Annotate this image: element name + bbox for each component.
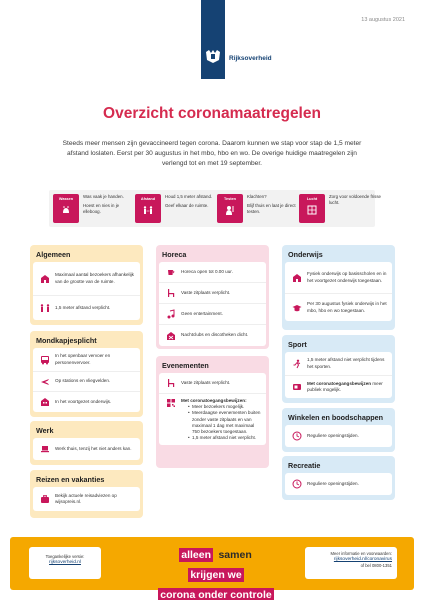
rule-label: Testen <box>224 197 236 201</box>
rule-badge <box>217 194 243 223</box>
item-text: Maximaal aantal bezoekers afhankelijk van de grootte van de ruimte. <box>55 272 134 284</box>
list-item <box>285 425 392 447</box>
nightclub-icon <box>166 331 176 341</box>
rule-line1: Zorg voor voldoende frisse lucht. <box>329 194 381 205</box>
rule-line2: Geef elkaar de ruimte. <box>165 203 209 208</box>
music-icon <box>166 309 176 319</box>
list-item <box>159 304 266 325</box>
rule-afstand <box>135 194 217 223</box>
item-text: Fysiek onderwijs op basisscholen en in het voortgezet onderwijs toegestaan. <box>307 271 387 283</box>
accessible-version-label: Toegankelijke versie: <box>45 554 85 559</box>
rule-badge <box>135 194 161 223</box>
building-icon <box>40 274 50 284</box>
card-reizen <box>30 470 143 518</box>
distance-icon <box>40 303 50 313</box>
card-recreatie <box>282 456 395 500</box>
rule-testen <box>217 194 299 223</box>
laptop-icon <box>40 444 50 454</box>
card-title: Algemeen <box>36 250 71 259</box>
item-text: Op stations en vliegvelden. <box>55 378 111 384</box>
card-horeca <box>156 245 269 349</box>
list-item <box>159 394 266 445</box>
slogan-word: samen <box>218 549 252 561</box>
item-text: 1,5 meter afstand verplicht. <box>55 304 111 310</box>
ctb-list <box>181 404 262 441</box>
slogan-word: alleen <box>181 549 212 561</box>
item-text: Vaste zitplaats verplicht. <box>181 289 231 295</box>
slogan-word: krijgen we <box>190 569 242 581</box>
chair-icon <box>166 378 176 388</box>
card-body <box>33 348 140 412</box>
card-title: Winkelen en boodschappen <box>288 413 383 422</box>
card-winkelen <box>282 408 395 452</box>
rule-line2: Blijf thuis en laat je direct testen. <box>247 203 296 214</box>
list-item <box>285 352 392 376</box>
clock-icon <box>292 479 302 489</box>
distance-icon <box>143 205 153 215</box>
item-text: Werk thuis, tenzij het niet anders kan. <box>55 445 132 451</box>
card-body <box>33 487 140 511</box>
graduation-icon <box>292 303 302 313</box>
card-algemeen <box>30 245 143 325</box>
list-item <box>159 262 266 283</box>
card-title: Reizen en vakanties <box>36 475 105 484</box>
item-text: Nachtclubs en discotheken dicht. <box>181 332 249 338</box>
list-item <box>285 262 392 294</box>
rule-badge <box>299 194 325 223</box>
item-text: Per 30 augustus fysiek onderwijs in het mbo, hbo en wo toegestaan. <box>307 301 387 313</box>
card-body <box>33 262 140 320</box>
item-text: Bekijk actuele reisadviezen op wijsopreis.nl. <box>55 492 117 504</box>
item-text: 1,5 meter afstand niet verplicht tijdens het sporten. <box>307 357 385 369</box>
card-title: Werk <box>36 426 54 435</box>
ctb-bold: Met coronatoegangsbewijzen <box>307 380 372 386</box>
list-item <box>159 283 266 304</box>
document-date: 13 augustus 2021 <box>361 17 405 23</box>
suitcase-icon <box>40 494 50 504</box>
item-text: Reguliere openingstijden. <box>307 480 359 486</box>
rule-wassen <box>53 194 135 223</box>
card-title: Recreatie <box>288 461 321 470</box>
more-info-label: Meer informatie en voorwaarden: <box>330 551 392 556</box>
rule-line1: Was vaak je handen. <box>83 194 124 199</box>
card-evenementen <box>156 356 269 468</box>
rule-label: Wassen <box>58 197 74 201</box>
slogan <box>150 545 282 600</box>
list-item <box>159 325 266 346</box>
accessible-version-link[interactable]: rijksoverheid.nl <box>49 560 81 565</box>
qr-code-icon <box>166 398 176 408</box>
more-info-phone: of bel 0800-1351 <box>360 563 392 568</box>
rijksoverheid-logo <box>201 0 225 79</box>
rule-lucht <box>299 194 381 223</box>
bus-icon <box>40 355 50 365</box>
list-item <box>33 296 140 320</box>
card-body <box>285 262 392 321</box>
clock-icon <box>292 431 302 441</box>
card-title: Horeca <box>162 250 187 259</box>
list-item <box>159 373 266 394</box>
card-body <box>33 438 140 460</box>
card-body <box>285 425 392 447</box>
list-item <box>33 262 140 296</box>
card-title: Mondkapjesplicht <box>36 336 97 345</box>
rule-label: Afstand <box>140 197 156 201</box>
card-sport <box>282 335 395 403</box>
item-text: Horeca open tot 0.00 uur. <box>181 268 233 274</box>
school-icon <box>292 273 302 283</box>
basic-rules-bar <box>49 190 381 227</box>
more-info-box <box>305 547 397 579</box>
ticket-icon <box>292 382 302 392</box>
card-werk <box>30 421 143 465</box>
hands-wash-icon <box>61 205 71 215</box>
ctb-item: • Meerdaagse evenementen buiten zonder vaste zitplaats en van maximaal 1 dag met maximaal 750 bezoekers toegestaan. <box>188 410 262 435</box>
test-icon <box>225 205 235 215</box>
list-item <box>285 473 392 495</box>
school-icon <box>40 397 50 407</box>
item-text: In het voortgezet onderwijs. <box>55 398 112 404</box>
intro-text: Steeds meer mensen zijn gevaccineerd tegen corona. Daarom kunnen we stap voor stap de 1,5 meter afstand loslaten. Eerst per 30 augustus in het mbo, hbo en wo. De overige huidige maatregelen zijn verlengd tot en met 19 september. <box>62 140 362 168</box>
card-title: Sport <box>288 340 307 349</box>
ctb-item: • Meer bezoekers mogelijk. <box>188 404 262 410</box>
list-item <box>33 372 140 392</box>
item-text: Reguliere openingstijden. <box>307 432 359 438</box>
list-item <box>33 438 140 460</box>
ctb-rest: meer publiek mogelijk. <box>307 380 383 392</box>
fresh-air-icon <box>307 205 317 215</box>
rule-badge <box>53 194 79 223</box>
card-title: Evenementen <box>162 361 209 370</box>
rule-line1: Klachten? <box>247 194 267 199</box>
card-body <box>159 262 266 346</box>
airplane-icon <box>40 377 50 387</box>
list-item <box>33 392 140 412</box>
list-item <box>33 348 140 372</box>
page-title: Overzicht coronamaatregelen <box>103 105 321 122</box>
footer-banner <box>10 537 414 600</box>
coat-of-arms-icon <box>203 48 223 64</box>
ctb-item: • 1,5 meter afstand niet verplicht. <box>188 435 262 441</box>
running-icon <box>292 359 302 369</box>
rule-line2: Hoest en nies in je elleboog. <box>83 203 120 214</box>
slogan-word: corona onder controle <box>160 589 272 600</box>
rule-label: Lucht <box>306 197 318 201</box>
rule-line1: Houd 1,5 meter afstand. <box>165 194 213 199</box>
list-item <box>285 294 392 321</box>
item-text: Vaste zitplaats verplicht. <box>181 379 231 385</box>
card-onderwijs <box>282 245 395 330</box>
more-info-link[interactable]: rijksoverheid.nl/coronavirus <box>333 557 392 562</box>
cup-icon <box>166 267 176 277</box>
logo-text: Rijksoverheid <box>229 55 272 62</box>
list-item <box>285 376 392 398</box>
card-title: Onderwijs <box>288 250 323 259</box>
list-item <box>33 487 140 511</box>
chair-icon <box>166 288 176 298</box>
item-text: In het openbaar vervoer en personenvervoer. <box>55 353 111 365</box>
card-mondkapjesplicht <box>30 331 143 417</box>
card-body <box>285 473 392 495</box>
ctb-title: Met coronatoegangsbewijzen: <box>181 398 247 403</box>
item-text: Geen entertainment. <box>181 310 223 316</box>
accessible-version-box <box>29 547 101 579</box>
card-body <box>285 352 392 398</box>
card-body <box>159 373 266 445</box>
